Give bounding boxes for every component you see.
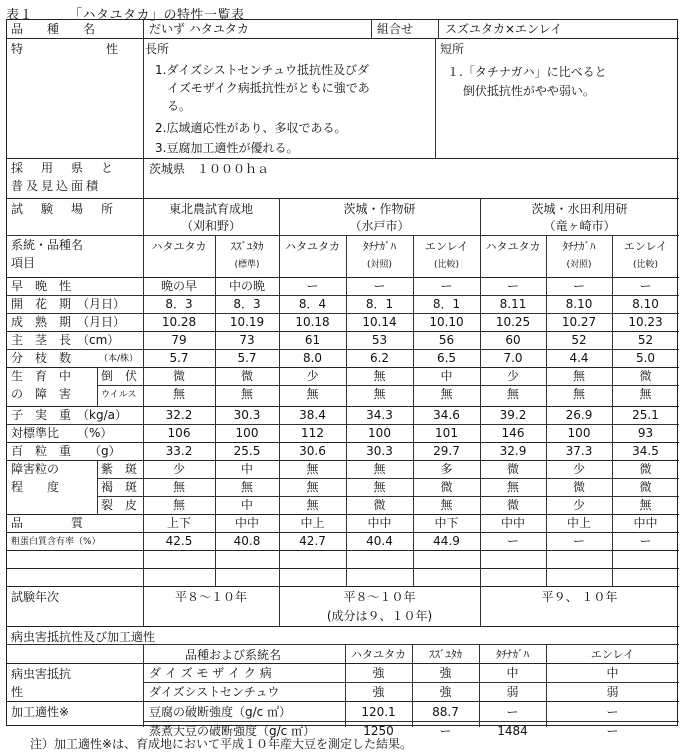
table-cell: 112 — [301, 426, 324, 440]
table-cell: 34.6 — [433, 408, 460, 422]
row-sub-label: 裂 皮 — [101, 498, 138, 512]
table-cell: 中中 — [367, 516, 392, 530]
table-cell: ー — [306, 279, 319, 293]
table-cell: 無 — [639, 498, 652, 512]
grid-line — [7, 406, 679, 407]
table-cell: 中上 — [566, 516, 591, 530]
site-tohoku: 東北農試育成地 — [168, 202, 253, 216]
grid-line — [143, 682, 679, 683]
grid-line — [7, 460, 679, 461]
table-cell: ー — [506, 279, 519, 293]
table-cell: ー — [639, 534, 652, 548]
resistance-column-header: ﾀﾁﾅｶﾞﾊ — [496, 648, 529, 661]
table-cell: 34.5 — [632, 444, 659, 458]
trial-years-ibaraki-paddy: 平９、 １０年 — [541, 590, 618, 604]
resistance-cell: 120.1 — [361, 705, 396, 719]
table-cell: 10.18 — [295, 315, 330, 329]
grid-line — [7, 550, 679, 551]
resistance-row-label: 蒸煮大豆の破断強度（g/c ㎡） — [149, 724, 316, 738]
table-cell: 44.9 — [433, 534, 460, 548]
table-cell: 中 — [240, 498, 253, 512]
table-cell: 5.0 — [635, 351, 656, 365]
resistance-column-header: ハタユタカ — [351, 648, 406, 661]
table-name: 「ハタユタカ」の特性一覧表 — [69, 8, 245, 23]
processing-label: 加工適性※ — [11, 705, 70, 719]
resistance-cell: 強 — [439, 685, 452, 699]
resistance-row-label: ダ イ ズ モ ザ イ ク 病 — [149, 666, 272, 680]
table-cell: 8.10 — [565, 297, 593, 311]
table-cell: 5.7 — [169, 351, 189, 365]
variety-label: 品 種 名 — [11, 22, 96, 36]
table-cell: 30.3 — [366, 444, 393, 458]
resistance-section-title: 病虫害抵抗性及び加工適性 — [11, 630, 156, 644]
merit-line-1: 1.ダイズシストセンチュウ抵抗性及びダ — [155, 63, 370, 77]
site-ibaraki-crop: 茨城・作物研 — [343, 202, 416, 216]
merits-heading: 長所 — [145, 42, 170, 56]
table-cell: 無 — [172, 480, 185, 494]
resistance-cell: 1484 — [497, 724, 528, 738]
table-cell: 無 — [172, 498, 185, 512]
grid-line — [7, 331, 679, 332]
table-cell: 33.2 — [165, 444, 193, 458]
table-cell: 10.25 — [495, 315, 531, 329]
table-cell: 42.7 — [299, 534, 326, 548]
table-cell: 100 — [567, 426, 591, 440]
grid-line — [7, 235, 679, 236]
resistance-cell: 弱 — [506, 685, 519, 699]
table-cell: 無 — [506, 387, 519, 401]
column-header-name: ハタユタカ — [285, 240, 340, 253]
row-sub-label: 紫 斑 — [101, 462, 138, 476]
demerit-line-1: １.「タチナガハ」に比べると — [447, 65, 607, 79]
row-label: 開 花 期 （月日） — [11, 297, 126, 311]
table-cell: 8.0 — [302, 351, 323, 365]
table-cell: 中 — [240, 462, 253, 476]
table-cell: 106 — [167, 426, 191, 440]
grid-line — [7, 295, 679, 296]
table-cell: 無 — [240, 480, 253, 494]
table-cell: 8．3 — [233, 297, 261, 311]
grid-line — [7, 532, 679, 533]
resistance-cell: ー — [439, 724, 452, 738]
table-cell: 晩の早 — [160, 279, 197, 293]
table-cell: 10.19 — [229, 315, 265, 329]
resistance-cell: 強 — [372, 666, 385, 680]
table-cell: 無 — [172, 387, 185, 401]
table-cell: 少 — [572, 498, 585, 512]
table-cell: 少 — [172, 462, 185, 476]
column-header-name: ﾀﾁﾅｶﾞﾊ — [363, 240, 396, 253]
row-label: 障害粒の — [11, 462, 60, 476]
merit-line-4: 2.広域適応性があり、多収である。 — [155, 121, 347, 135]
row-label: 百 粒 重 （g） — [11, 444, 121, 458]
table-cell: 無 — [373, 369, 386, 383]
table-cell: 10.27 — [561, 315, 597, 329]
traits-label: 特 性 — [11, 42, 126, 56]
table-cell: 25.5 — [233, 444, 261, 458]
row-label: 対標準比 （%） — [11, 426, 113, 440]
grid-line — [7, 158, 679, 159]
grid-line — [7, 349, 679, 350]
table-cell: 中下 — [434, 516, 459, 530]
trial-years-label: 試験年次 — [11, 590, 60, 604]
table-cell: 39.2 — [499, 408, 527, 422]
merit-line-5: 3.豆腐加工適性が優れる。 — [155, 141, 299, 155]
table-cell: 中上 — [300, 516, 325, 530]
grid-line — [143, 644, 144, 727]
table-cell: 101 — [435, 426, 458, 440]
grid-line — [7, 38, 679, 39]
table-cell: 無 — [440, 498, 453, 512]
row-label: 分 枝 数 — [11, 351, 72, 365]
adoption-label-1: 採 用 県 と — [11, 161, 117, 175]
column-header-name: エンレイ — [424, 240, 469, 253]
cross-label: 組合せ — [377, 22, 414, 36]
row-label: 成 熟 期 （月日） — [11, 315, 126, 329]
column-header-name: ハタユタカ — [485, 240, 541, 253]
table-cell: ー — [639, 279, 652, 293]
table-cell: 10.10 — [429, 315, 464, 329]
trial-years-tohoku: 平８～１０年 — [174, 590, 247, 604]
grid-line — [97, 385, 679, 386]
column-header-note: (対照) — [366, 260, 393, 270]
table-cell: 8．1 — [365, 297, 394, 311]
resistance-cell: ー — [606, 705, 619, 719]
row-label: 主 茎 長 （cm） — [11, 333, 120, 347]
grid-line — [7, 367, 679, 368]
table-cell: 56 — [438, 333, 455, 347]
table-cell: 微 — [639, 480, 652, 494]
table-cell: 42.5 — [165, 534, 193, 548]
grid-line — [7, 424, 679, 425]
trial-years-note: (成分は９、１０年) — [326, 609, 433, 623]
row-unit: （本/株） — [99, 354, 139, 364]
table-cell: 73 — [239, 333, 255, 347]
grid-line — [7, 313, 679, 314]
table-cell: 中中 — [234, 516, 259, 530]
resistance-cell: 88.7 — [432, 705, 459, 719]
row-label: 子 実 重 （kg/a） — [11, 408, 127, 422]
table-cell: 10.28 — [161, 315, 197, 329]
resistance-cell: 強 — [372, 685, 385, 699]
pest-label-1: 病虫害抵抗 — [11, 667, 72, 681]
table-cell: ー — [440, 279, 453, 293]
table-cell: 無 — [373, 387, 386, 401]
table-cell: 8.11 — [499, 297, 527, 311]
row-label: 粗蛋白質含有率（%） — [11, 537, 101, 547]
table-cell: 53 — [371, 333, 388, 347]
grid-line — [7, 514, 679, 515]
table-cell: 無 — [373, 480, 386, 494]
site-ibaraki-crop-place: （水戸市） — [349, 219, 410, 233]
table-cell: 100 — [235, 426, 259, 440]
table-cell: 79 — [171, 333, 187, 347]
table-cell: 29.7 — [433, 444, 460, 458]
column-header-note: (標準) — [234, 260, 260, 270]
table-cell: 8．3 — [165, 297, 193, 311]
variety-value: だいず ハタユタカ — [149, 22, 249, 36]
table-cell: 4.4 — [569, 351, 589, 365]
row-label: 品 質 — [11, 516, 84, 530]
trial-years-ibaraki-crop: 平８～１０年 — [343, 590, 416, 604]
table-cell: 微 — [172, 369, 185, 383]
footnote: 注）加工適性※は、育成地において平成１０年産大豆を測定した結果。 — [30, 737, 413, 751]
grid-line — [435, 38, 436, 158]
table-cell: 26.9 — [565, 408, 593, 422]
table-cell: 100 — [368, 426, 391, 440]
table-cell: 少 — [506, 369, 519, 383]
grid-line — [97, 478, 679, 479]
table-cell: ー — [373, 279, 386, 293]
table-cell: 少 — [572, 462, 585, 476]
row-sub-label: ウイルス — [101, 390, 137, 400]
table-cell: 微 — [240, 369, 253, 383]
table-cell: 7.0 — [503, 351, 523, 365]
table-cell: 37.3 — [565, 444, 593, 458]
cross-value: スズユタカ×エンレイ — [445, 22, 563, 36]
row-label: 生 育 中 — [11, 369, 72, 383]
grid-line — [97, 367, 98, 406]
table-cell: 少 — [306, 369, 319, 383]
resistance-column-header: ｽｽﾞﾕﾀｶ — [429, 648, 462, 661]
resistance-column-header: エンレイ — [590, 648, 635, 661]
table-cell: 60 — [505, 333, 521, 347]
table-cell: 無 — [240, 387, 253, 401]
resistance-cell: 1250 — [363, 724, 394, 738]
grid-line — [371, 20, 372, 38]
merit-line-3: る。 — [155, 99, 192, 113]
site-ibaraki-paddy-place: （竜ヶ崎市） — [543, 219, 616, 233]
grid-line — [7, 701, 679, 702]
grid-line — [7, 198, 679, 199]
characteristics-table — [6, 19, 678, 738]
table-cell: 微 — [639, 462, 652, 476]
table-cell: 微 — [440, 480, 453, 494]
column-header-name: ハタユタカ — [151, 240, 207, 253]
row-label: 程 度 — [11, 480, 60, 494]
table-cell: 中 — [440, 369, 453, 383]
table-cell: 8.10 — [632, 297, 659, 311]
table-cell: 中の晩 — [228, 279, 265, 293]
table-cell: 6.5 — [436, 351, 457, 365]
adoption-label-2: 普及見込面積 — [11, 179, 102, 193]
adoption-value: 茨城県 １０００ｈａ — [149, 162, 270, 176]
table-cell: 34.3 — [366, 408, 393, 422]
table-cell: 5.7 — [237, 351, 257, 365]
table-cell: 微 — [572, 480, 585, 494]
table-number: 表１ — [6, 8, 34, 23]
table-cell: ー — [572, 534, 585, 548]
column-header-note: (比較) — [433, 260, 460, 270]
grid-line — [7, 663, 679, 664]
grid-line — [438, 20, 439, 38]
table-cell: 40.4 — [366, 534, 393, 548]
table-cell: 52 — [571, 333, 587, 347]
resistance-header-label: 品種および系統名 — [185, 648, 282, 662]
row-label: 早 晩 性 — [11, 279, 72, 293]
table-cell: 8．1 — [432, 297, 461, 311]
table-cell: 10.23 — [628, 315, 663, 329]
grid-line — [7, 442, 679, 443]
table-cell: 25.1 — [632, 408, 659, 422]
table-cell: 無 — [306, 387, 319, 401]
column-header-name: ｽｽﾞﾕﾀｶ — [230, 240, 264, 253]
table-cell: 無 — [506, 480, 519, 494]
grid-line — [7, 644, 679, 645]
table-cell: 無 — [306, 498, 319, 512]
table-cell: 32.9 — [499, 444, 527, 458]
table-cell: 無 — [373, 462, 386, 476]
table-cell: 8．4 — [298, 297, 327, 311]
table-cell: 52 — [637, 333, 654, 347]
site-ibaraki-paddy: 茨城・水田利用研 — [531, 202, 628, 216]
demerit-line-2: 倒伏抵抗性がやや弱い。 — [447, 84, 595, 98]
table-cell: 61 — [304, 333, 321, 347]
table-cell: 微 — [639, 369, 652, 383]
resistance-row-label: 豆腐の破断強度（g/c ㎡） — [149, 705, 292, 719]
table-cell: ー — [506, 534, 519, 548]
table-cell: 40.8 — [233, 534, 261, 548]
table-cell: ー — [572, 279, 585, 293]
pest-label-2: 性 — [11, 685, 24, 699]
line-header-label-1: 系統・品種名 — [11, 238, 84, 252]
table-cell: 中中 — [500, 516, 525, 530]
column-header-name: エンレイ — [623, 240, 668, 253]
table-cell: 146 — [501, 426, 525, 440]
table-cell: 93 — [637, 426, 654, 440]
row-label: の 障 害 — [11, 387, 72, 401]
table-cell: 38.4 — [299, 408, 326, 422]
table-cell: 微 — [373, 498, 386, 512]
resistance-cell: 中 — [506, 666, 519, 680]
table-cell: 無 — [306, 480, 319, 494]
table-cell: 微 — [506, 462, 519, 476]
test-site-label: 試 験 場 所 — [11, 202, 117, 216]
row-sub-label: 倒 伏 — [101, 369, 138, 383]
table-cell: 無 — [572, 369, 585, 383]
table-cell: 無 — [572, 387, 585, 401]
grid-line — [7, 626, 679, 627]
grid-line — [7, 568, 679, 569]
grid-line — [97, 460, 98, 514]
row-sub-label: 褐 斑 — [101, 480, 138, 494]
grid-line — [7, 586, 679, 587]
merit-line-2: イズモザイク病抵抗性がともに強であ — [155, 81, 370, 95]
resistance-cell: 弱 — [606, 685, 619, 699]
resistance-cell: 中 — [606, 666, 619, 680]
column-header-note: (対照) — [566, 260, 592, 270]
table-cell: 無 — [440, 387, 453, 401]
table-cell: 32.2 — [165, 408, 193, 422]
table-cell: 30.6 — [299, 444, 326, 458]
column-header-note: (比較) — [632, 260, 659, 270]
resistance-row-label: ダイズシストセンチュウ — [149, 685, 280, 699]
table-cell: 10.14 — [362, 315, 397, 329]
resistance-cell: 強 — [439, 666, 452, 680]
table-cell: 上下 — [166, 516, 191, 530]
grid-line — [143, 721, 679, 722]
table-cell: 30.3 — [233, 408, 261, 422]
table-cell: 多 — [440, 462, 453, 476]
table-cell: 無 — [639, 387, 652, 401]
table-cell: 中中 — [633, 516, 658, 530]
resistance-cell: ー — [506, 705, 519, 719]
line-header-label-2: 項目 — [11, 256, 36, 270]
resistance-cell: ー — [606, 724, 619, 738]
grid-line — [7, 277, 679, 278]
table-cell: 無 — [306, 462, 319, 476]
site-tohoku-place: （刈和野） — [180, 219, 241, 233]
grid-line — [97, 496, 679, 497]
table-cell: 微 — [506, 498, 519, 512]
table-cell: 6.2 — [369, 351, 390, 365]
column-header-name: ﾀﾁﾅｶﾞﾊ — [562, 240, 596, 253]
demerits-heading: 短所 — [440, 42, 465, 56]
